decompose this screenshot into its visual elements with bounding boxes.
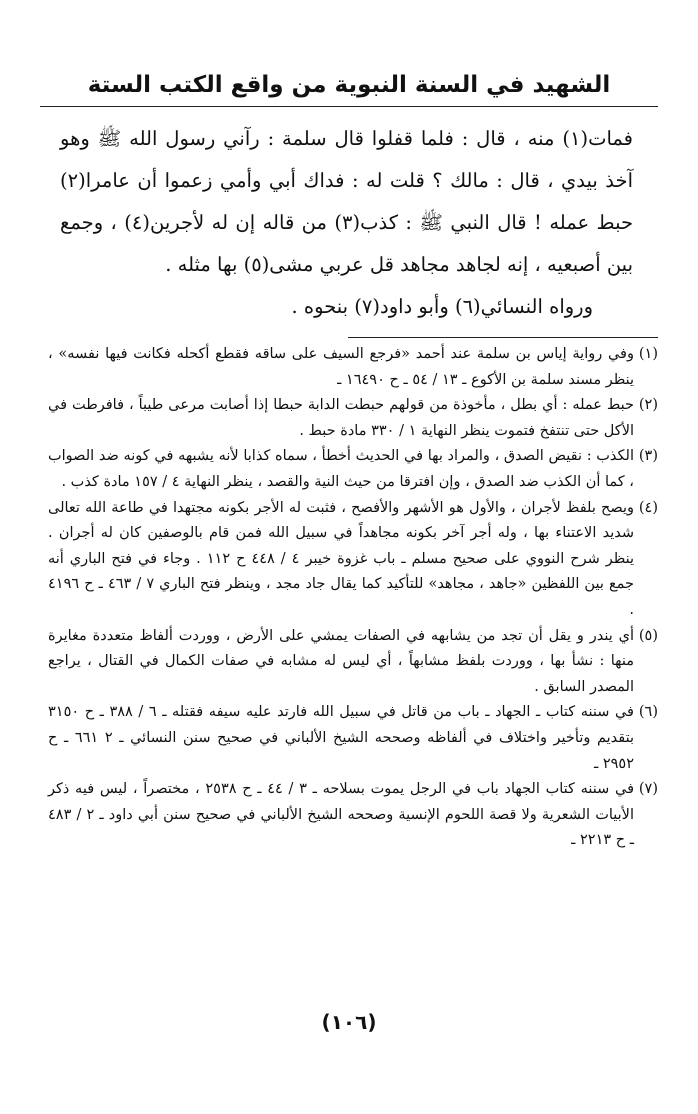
footnote-text: حبط عمله : أي بطل ، مأخوذة من قولهم حبطت الدابة حبطا إذا أصابت مرعى طيباً ، فافرطت في الأكل حتى تنتفخ فتموت ينظر النهاية ١ / ٣٣٠ مادة حبط . <box>48 397 634 439</box>
footnote <box>48 496 658 624</box>
footnote-text: في سننه كتاب الجهاد باب في الرجل يموت بسلاحه ـ ٣ / ٤٤ ـ ح ٢٥٣٨ ، مختصراً ، ليس فيه ذكر الأبيات الشعرية ولا قصة اللحوم الإنسية وصححه الشيخ الألباني في صحيح سنن أبي داود ـ ٢ / ٤٨٣ ـ ح ٢٢١٣ ـ <box>48 781 635 849</box>
footnote-text: وفي رواية إياس بن سلمة عند أحمد «فرجع السيف على ساقه فقطع أكحله فكانت فيها نفسه» ، ينظر مسند سلمة بن الأكوع ـ ١٣ / ٥٤ ـ ح ١٦٤٩٠ ـ <box>48 346 634 388</box>
footnote-number: (٣) <box>638 448 658 465</box>
footnote <box>48 777 658 854</box>
footnote <box>48 444 658 495</box>
body-paragraph: فمات(١) منه ، قال : فلما قفلوا قال سلمة : رآني رسول الله ﷺ وهو آخذ بيدي ، قال : مالك ؟ قلت له : فداك أبي وأمي زعموا أن عامرا(٢) حبط عمله ! قال النبي ﷺ : كذب(٣) من قاله إن له لأجرين(٤) ، وجمع بين أصبعيه ، إنه لجاهد مجاهد قل عربي مشى(٥) بها مثله . <box>60 127 634 276</box>
header-divider <box>40 106 658 107</box>
footnote <box>48 700 658 777</box>
main-text <box>60 118 633 328</box>
footnote-text: الكذب : نقيض الصدق ، والمراد بها في الحديث أخطأ ، سماه كذابا لأنه يشبهه في كونه ضد الصواب ، كما أن الكذب ضد الصدق ، وإن افترقا من حيث النية والقصد ، ينظر النهاية ٤ / ١٥٧ مادة كذب . <box>48 448 634 490</box>
footnote-number: (٥) <box>638 627 658 644</box>
body-paragraph: ورواه النسائي(٦) وأبو داود(٧) بنحوه . <box>291 295 593 318</box>
footnote-number: (١) <box>638 346 658 362</box>
footnotes <box>48 342 658 854</box>
footnote-text: في سننه كتاب ـ الجهاد ـ باب من قاتل في سبيل الله فارتد عليه سيفه فقتله ـ ٦ / ٣٨٨ ـ ح ٣١٥٠ بتقديم وتأخير واختلاف في ألفاظه وصححه الشيخ الألباني في صحيح سنن النسائي ـ ٢ ٦٦١ ـ ح ٢٩٥٢ ـ <box>48 704 634 772</box>
footnote <box>48 342 658 393</box>
footnote-number: (٧) <box>638 781 658 798</box>
footnote-number: (٦) <box>638 704 658 721</box>
footnote-divider <box>348 337 658 338</box>
footnote-number: (٢) <box>638 397 658 414</box>
page-number: (١٠٦) <box>321 1010 377 1034</box>
footnote-text: ويصح بلفظ لأجران ، والأول هو الأشهر والأفصح ، فثبت له الأجر بكونه مجتهدا في طاعة الله تعالى شديد الاعتناء بها ، وله أجر آخر بكونه مجاهداً في سبيل الله فمن قام بالوصفين كان له أجران . ينظر شرح النووي على صحيح مسلم ـ باب غزوة خيبر ٤ / ٤٤٨ ح ١١٢ . وجاء في فتح الباري أنه جمع بين اللفظين «جاهد ، مجاهد» للتأكيد كما يقال جاد مجد ، وينظر فتح الباري ٧ / ٤٦٣ ـ ح ٤١٩٦ . <box>48 499 635 618</box>
footnote <box>48 393 658 444</box>
running-header: الشهيد في السنة النبوية من واقع الكتب الستة <box>87 72 611 98</box>
footnote <box>48 624 658 701</box>
footnote-text: أي يندر و يقل أن تجد من يشابهه في الصفات يمشي على الأرض ، ووردت ألفاظ متعددة مغايرة منها : نشأ بها ، ووردت بلفظ مشابهاً ، أي ليس له مشابه في صفات الكمال في القتال ، يراجع المصدر السابق . <box>48 627 634 695</box>
footnote-number: (٤) <box>638 499 658 516</box>
